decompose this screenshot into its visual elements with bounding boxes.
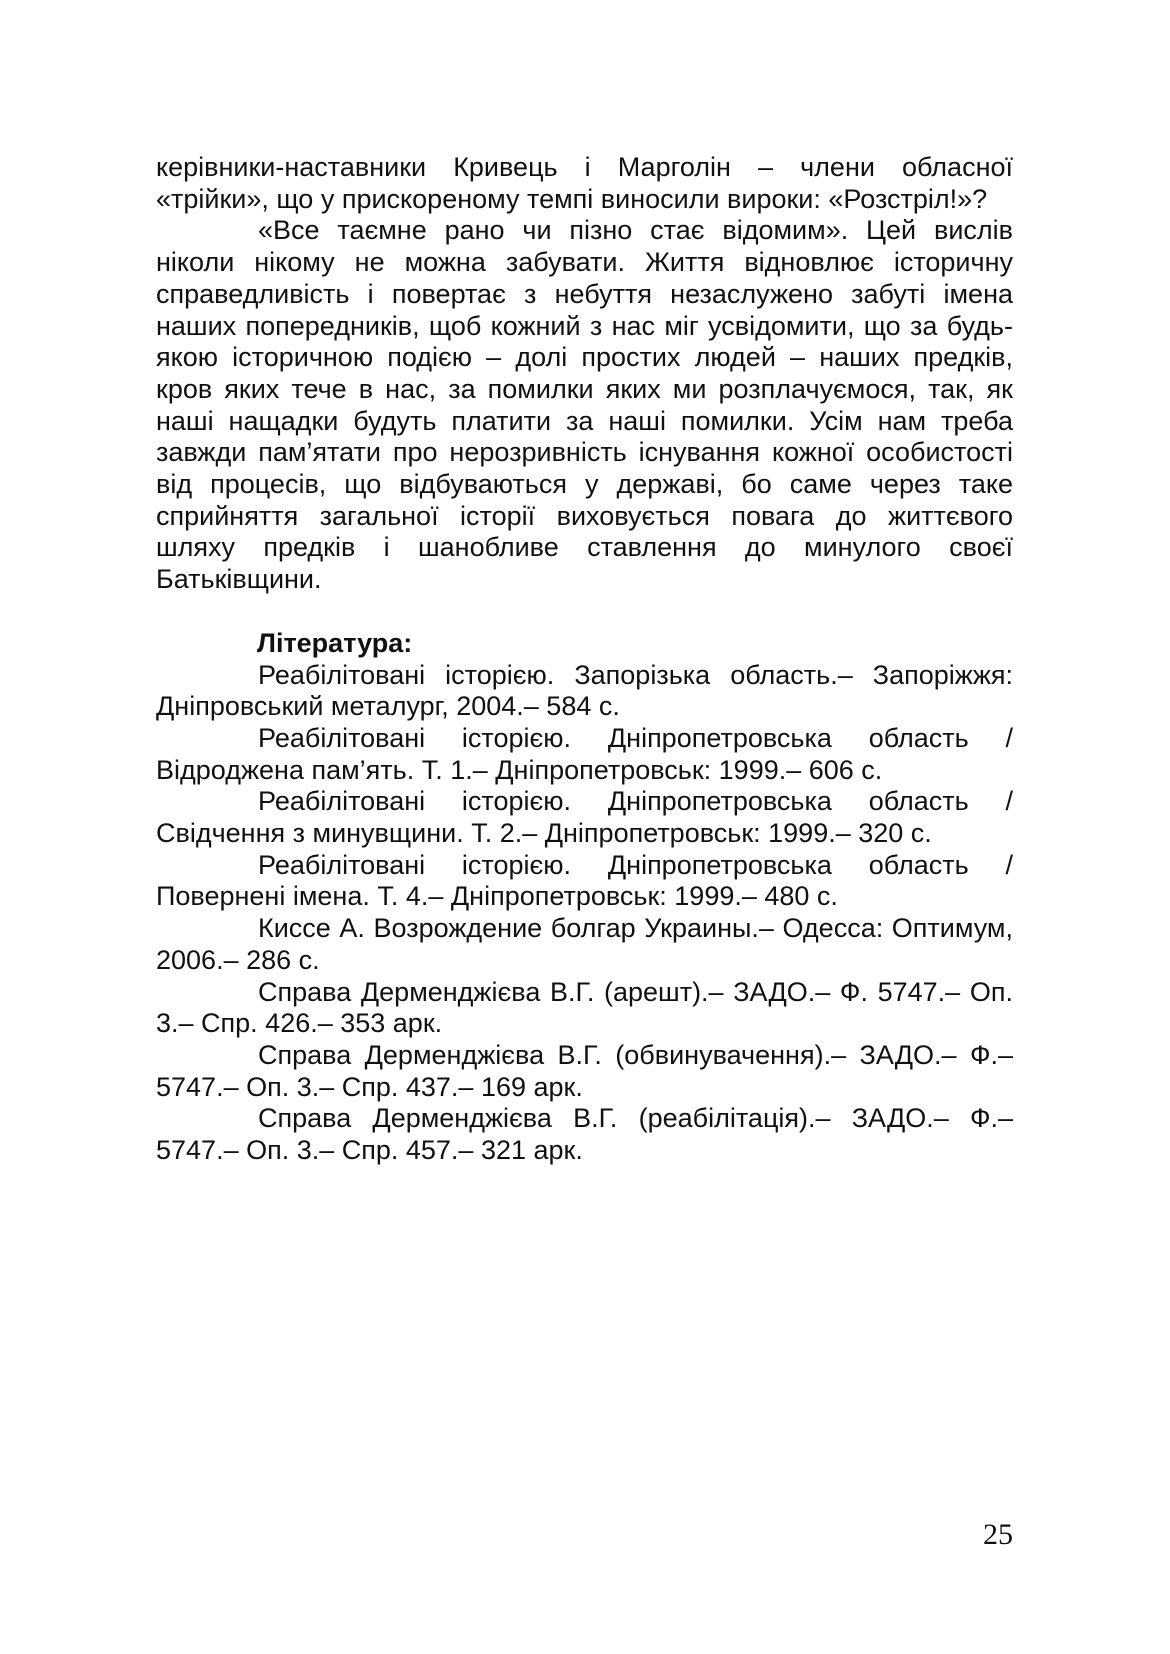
reference-item: Справа Дерменджієва В.Г. (арешт).– ЗАДО.– Ф. 5747.– Оп. 3.– Спр. 426.– 353 арк. bbox=[156, 976, 1013, 1039]
reference-item: Реабілітовані історією. Дніпропетровська область / Відроджена пам’ять. Т. 1.– Дніпропетровськ: 1999.– 606 с. bbox=[156, 722, 1013, 785]
reference-item: Реабілітовані історією. Дніпропетровська область / Свідчення з минувщини. Т. 2.– Дніпропетровськ: 1999.– 320 с. bbox=[156, 786, 1013, 849]
main-text bbox=[156, 152, 1013, 1167]
references-list bbox=[156, 660, 1013, 1167]
references-heading: Література: bbox=[257, 627, 413, 658]
reference-item: Реабілітовані історією. Запорізька область.– Запоріжжя: Дніпровський металург, 2004.– 584 с. bbox=[156, 659, 1013, 722]
page-number: 25 bbox=[983, 1518, 1013, 1551]
reference-item: Киссе А. Возрождение болгар Украины.– Одесса: Оптимум, 2006.– 286 с. bbox=[156, 913, 1013, 975]
reference-item: Справа Дерменджієва В.Г. (обвинувачення).– ЗАДО.– Ф.– 5747.– Оп. 3.– Спр. 437.– 169 арк. bbox=[156, 1039, 1013, 1102]
paragraph: «Все таємне рано чи пізно стає відомим». Цей вислів ніколи нікому не можна забувати. Життя відновлює історичну справедливість і повертає з небуття незаслужено забуті імена наших попередників, щоб кожний з нас міг усвідомити, що за будь-якою історичною подією – долі простих людей – наших предків, кров яких тече в нас, за помилки яких ми розплачуємося, так, як наші нащадки будуть платити за наші помилки. Усім нам треба завжди пам’ятати про нерозривність існування кожної особистості від процесів, що відбуваються у державі, бо саме через таке сприйняття загальної історії виховується повага до життєвого шляху предків і шанобливе ставлення до минулого своєї Батьківщини. bbox=[156, 215, 1013, 595]
reference-item: Справа Дерменджієва В.Г. (реабілітація).– ЗАДО.– Ф.– 5747.– Оп. 3.– Спр. 457.– 321 арк. bbox=[156, 1103, 1013, 1166]
reference-item: Реабілітовані історією. Дніпропетровська область / Повернені імена. Т. 4.– Дніпропетровськ: 1999.– 480 с. bbox=[156, 849, 1013, 912]
paragraph-continued: керівники-наставники Кривець і Марголін – члени обласної «трійки», що у прискореному темпі виносили вироки: «Розстріл!»? bbox=[156, 152, 1013, 214]
